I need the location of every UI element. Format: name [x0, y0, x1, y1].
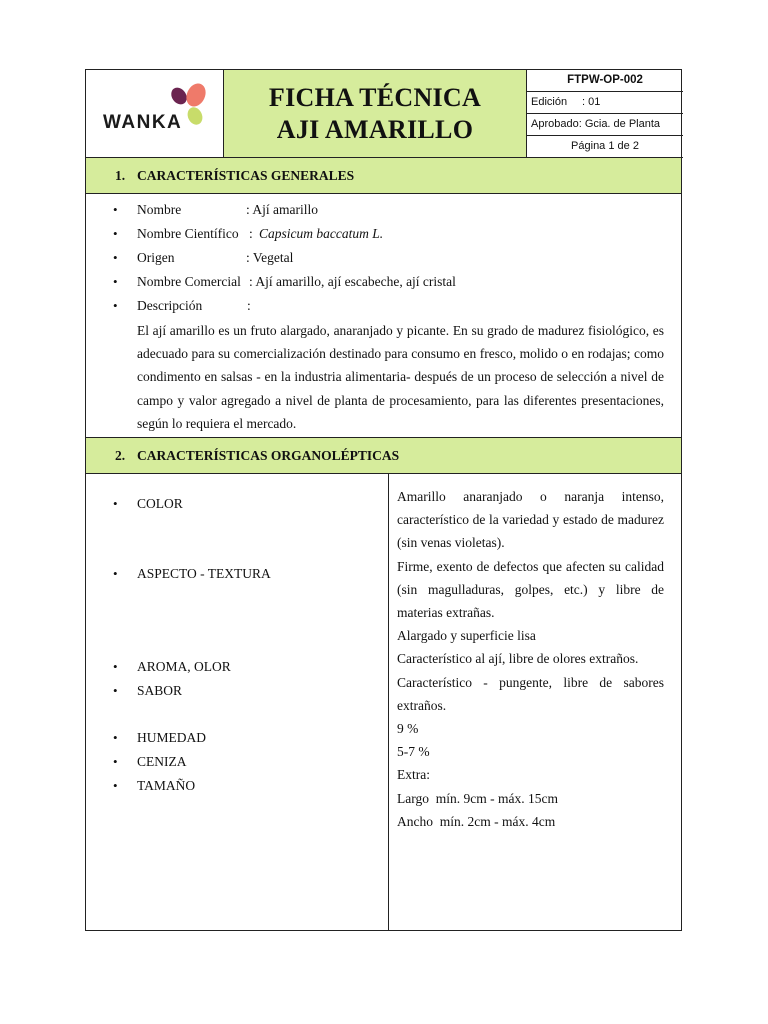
humidity-value: 9 %	[397, 721, 419, 737]
section-title: CARACTERÍSTICAS GENERALES	[137, 168, 355, 183]
title-cell	[224, 70, 527, 158]
section-general-body	[86, 195, 681, 438]
length-value: Largo mín. 9cm - máx. 15cm	[397, 790, 558, 806]
scientific-name: Capsicum baccatum L.	[259, 226, 384, 241]
property-label: HUMEDAD	[137, 730, 206, 745]
list-item	[86, 493, 386, 515]
property-label: SABOR	[137, 683, 183, 698]
list-item	[86, 751, 386, 773]
logo-cell	[86, 70, 224, 158]
item-label: Nombre Comercial	[137, 274, 241, 289]
edition-label: Edición	[531, 96, 568, 108]
property-label: CENIZA	[137, 754, 187, 769]
size-grade-value: Extra:	[397, 767, 430, 783]
logo-wordmark: WANKA	[103, 112, 183, 133]
technical-sheet	[85, 69, 682, 931]
bullet-icon: •	[113, 298, 118, 313]
color-value: Amarillo anaranjado o naranja intenso, característico de la variedad y estado de madurez (sin venas violetas).	[397, 489, 664, 551]
section-number: 2.	[115, 448, 126, 463]
document-code: FTPW-OP-002	[527, 70, 683, 92]
list-item	[86, 295, 681, 317]
property-label: COLOR	[137, 496, 183, 511]
bullet-icon: •	[113, 202, 118, 217]
width-value: Ancho mín. 2cm - máx. 4cm	[397, 813, 556, 829]
list-item	[86, 199, 681, 221]
flavor-value: Característico - pungente, libre de sabores extraños.	[397, 674, 664, 713]
property-values	[397, 485, 664, 833]
bullet-icon: •	[113, 754, 118, 769]
approval-row: Aprobado: Gcia. de Planta	[527, 114, 683, 136]
edition-row	[527, 92, 683, 114]
bullet-icon: •	[113, 778, 118, 793]
list-item	[86, 656, 386, 678]
item-label: Origen	[137, 250, 175, 265]
item-label: Nombre	[137, 202, 182, 217]
edition-value: : 01	[582, 96, 601, 108]
item-value: : Ají amarillo, ají escabeche, ají cristal	[249, 274, 456, 289]
section-title: CARACTERÍSTICAS ORGANOLÉPTICAS	[137, 448, 400, 463]
description-paragraph: El ají amarillo es un fruto alargado, anaranjado y picante. En su grado de madurez fisiológico, es adecuado para su comercialización destinado para consumo en fresco, molido o en rodajas; como condimento en salsas - en la industria alimentaria- después de un proceso de selección a nivel de campo y valor agregado a nivel de planta de procesamiento, para las diferentes presentaciones, según lo requiera el mercado.	[137, 323, 664, 431]
section-organoleptic-body	[86, 474, 681, 930]
section-general-header	[86, 158, 681, 194]
bullet-icon: •	[113, 659, 118, 674]
property-label: AROMA, OLOR	[137, 659, 231, 674]
item-value: : Vegetal	[246, 250, 294, 265]
item-value: : Ají amarillo	[246, 202, 318, 217]
bullet-icon: •	[113, 683, 118, 698]
bullet-icon: •	[113, 496, 118, 511]
list-item	[86, 271, 681, 293]
page-number: Página 1 de 2	[571, 140, 639, 152]
document-title: FICHA TÉCNICA	[268, 83, 482, 112]
item-value-prefix: :	[249, 226, 253, 241]
bullet-icon: •	[113, 250, 118, 265]
bullet-icon: •	[113, 226, 118, 241]
document-subtitle: AJI AMARILLO	[276, 115, 474, 144]
document-meta	[527, 70, 683, 158]
bullet-icon: •	[113, 274, 118, 289]
property-label: ASPECTO - TEXTURA	[137, 566, 271, 581]
bullet-icon: •	[113, 566, 118, 581]
list-item	[86, 223, 681, 245]
list-item	[86, 727, 386, 749]
section-number: 1.	[115, 168, 126, 183]
list-item	[86, 775, 386, 797]
shape-value: Alargado y superficie lisa	[397, 628, 536, 644]
list-item	[86, 680, 386, 702]
column-divider	[388, 474, 389, 930]
texture-value: Firme, exento de defectos que afecten su calidad (sin magulladuras, golpes, etc.) y libre de materias extrañas.	[397, 558, 664, 621]
item-label: Nombre Científico	[137, 226, 239, 241]
list-item	[86, 563, 386, 585]
ash-value: 5-7 %	[397, 744, 430, 760]
item-value: :	[247, 298, 251, 313]
list-item	[86, 247, 681, 269]
section-organoleptic-header	[86, 438, 681, 474]
bullet-icon: •	[113, 730, 118, 745]
item-label: Descripción	[137, 298, 203, 313]
aroma-value: Característico al ají, libre de olores extraños.	[397, 651, 639, 667]
property-label: TAMAÑO	[137, 778, 196, 793]
